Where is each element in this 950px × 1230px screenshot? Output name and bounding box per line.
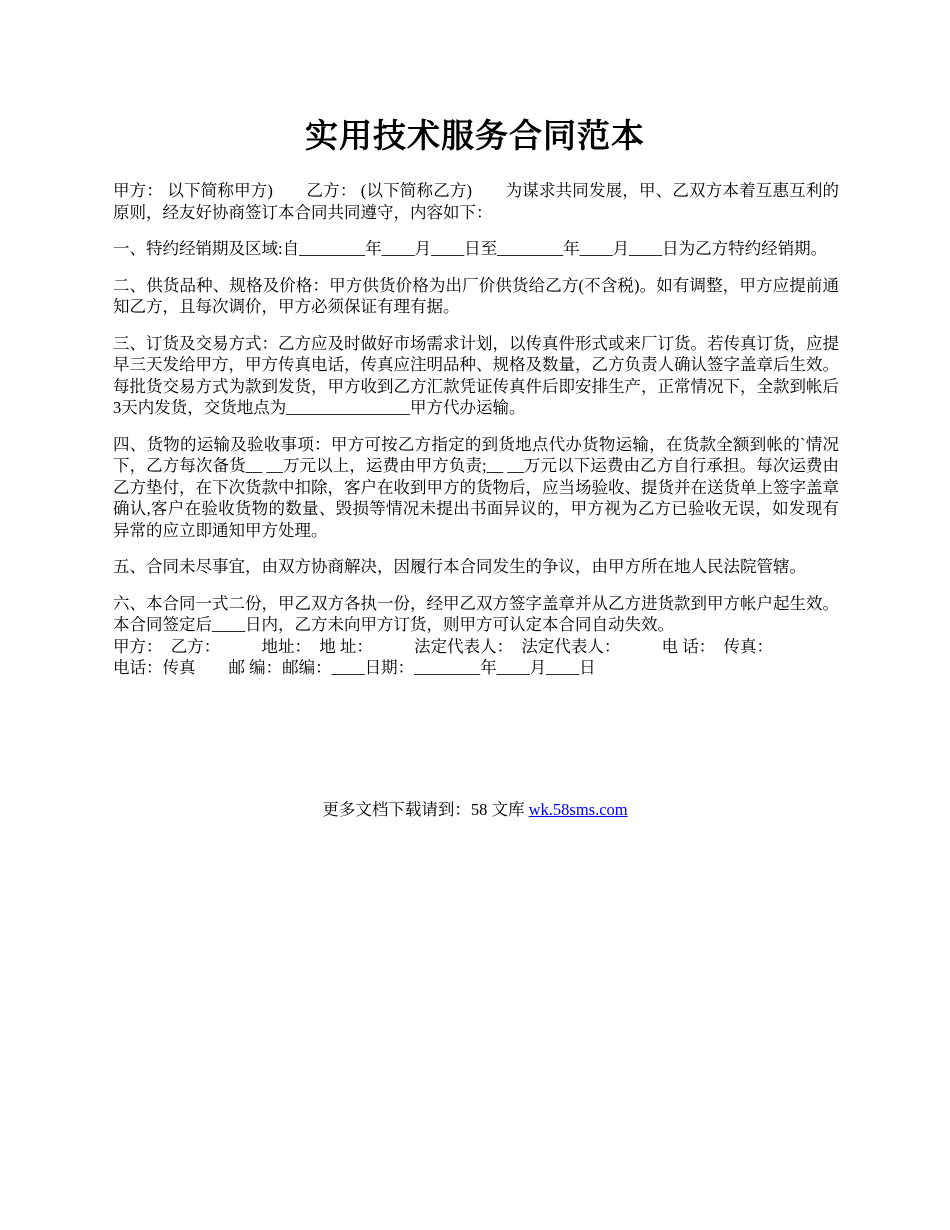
document-body xyxy=(113,180,839,679)
footer-text: 更多文档下载请到：58 文库 xyxy=(322,800,529,819)
signature-line-1: 甲方： 乙方： 地址： 地 址： 法定代表人： 法定代表人： 电 话： 传真： xyxy=(113,636,773,656)
footer-link[interactable]: wk.58sms.com xyxy=(528,800,628,819)
intro-paragraph: 甲方： 以下简称甲方) 乙方： (以下简称乙方) 为谋求共同发展，甲、乙双方本着互惠互利的原则，经友好协商签订本合同共同遵守，内容如下： xyxy=(113,181,839,222)
footer xyxy=(0,799,950,821)
clause-1-paragraph: 一、特约经销期及区域:自________年____月____日至________年____月____日为乙方特约经销期。 xyxy=(113,239,828,258)
clause-6-paragraph: 六、本合同一式二份，甲乙双方各执一份，经甲乙双方签字盖章并从乙方进货款到甲方帐户起生效。本合同签定后____日内，乙方未向甲方订货，则甲方可认定本合同自动失效。 xyxy=(113,593,839,634)
clause-5-paragraph: 五、合同未尽事宜，由双方协商解决，因履行本合同发生的争议，由甲方所在地人民法院管辖。 xyxy=(113,557,806,576)
signature-line-2: 电话：传真 邮 编：邮编：____日期：________年____月____日 xyxy=(113,658,596,677)
clause-4-paragraph: 四、货物的运输及验收事项：甲方可按乙方指定的到货地点代办货物运输，在货款全额到帐的`情况下，乙方每次备货__ __万元以上，运费由甲方负责;__ __万元以下运费由乙方自行承担。每次运费由乙方垫付，在下次货款中扣除，客户在收到甲方的货物后，应当场验收、提货并在送货单上签字盖章确认,客户在验收货物的数量、毁损等情况未提出书面异议的，甲方视为乙方已验收无误，如发现有异常的应立即通知甲方处理。 xyxy=(113,434,839,540)
document-title: 实用技术服务合同范本 xyxy=(305,116,645,155)
clause-3-paragraph: 三、订货及交易方式：乙方应及时做好市场需求计划，以传真件形式或来厂订货。若传真订货，应提早三天发给甲方，甲方传真电话，传真应注明品种、规格及数量，乙方负责人确认签字盖章后生效。每批货交易方式为款到发货，甲方收到乙方汇款凭证传真件后即安排生产，正常情况下，全款到帐后3天内发货，交货地点为_______________甲方代办运输。 xyxy=(113,333,839,417)
clause-2-paragraph: 二、供货品种、规格及价格：甲方供货价格为出厂价供货给乙方(不含税)。如有调整，甲方应提前通知乙方，且每次调价，甲方必须保证有理有据。 xyxy=(113,275,839,316)
